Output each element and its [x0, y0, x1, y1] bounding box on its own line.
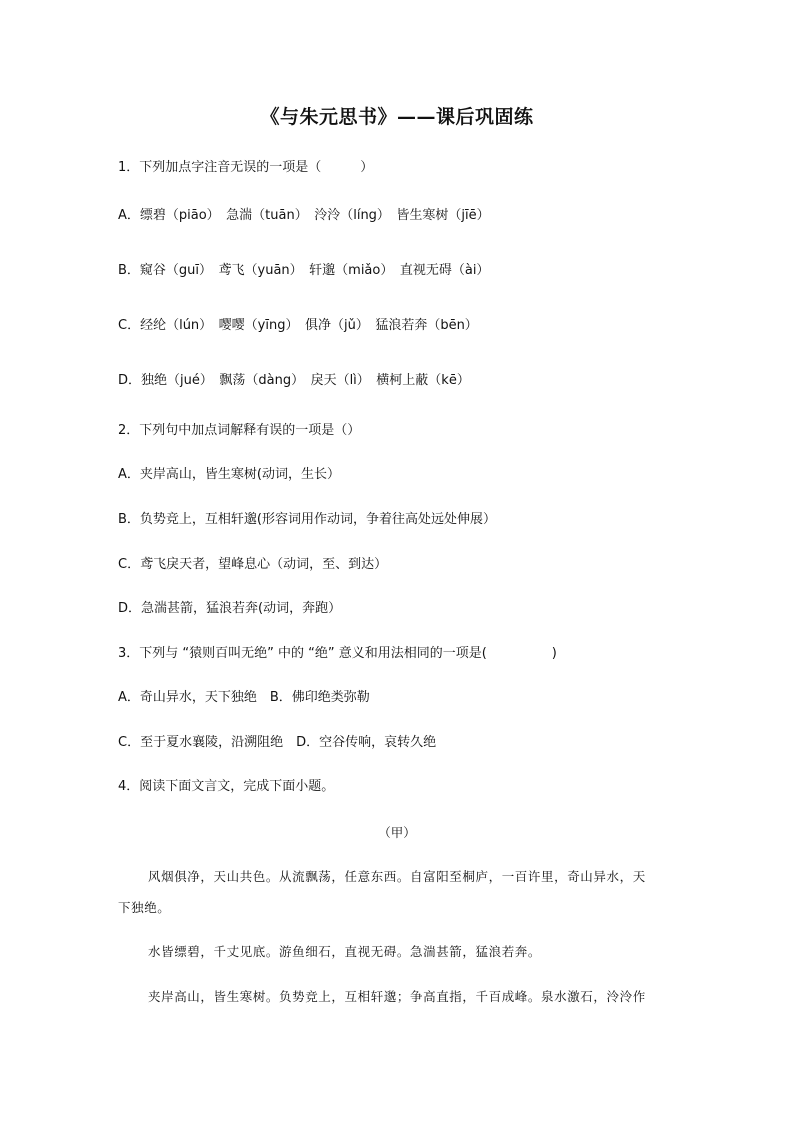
question-4-stem: 4．阅读下面文言文，完成下面小题。	[118, 779, 335, 794]
question-2-option-a: A．夹岸高山，皆生寒树(动词，生长）	[118, 467, 340, 482]
question-2-option-d: D．急湍甚箭，猛浪若奔(动词，奔跑）	[118, 601, 342, 616]
question-3-stem: 3．下列与 “猿则百叫无绝” 中的 “绝” 意义和用法相同的一项是( )	[118, 646, 557, 661]
passage-section-label: （甲）	[378, 825, 416, 840]
passage-line: 夹岸高山，皆生寒树。负势竞上，互相轩邈；争高直指，千百成峰。泉水激石，泠泠作	[148, 989, 646, 1004]
question-2-option-b: B．负势竞上，互相轩邈(形容词用作动词，争着往高处远处伸展）	[118, 512, 496, 527]
passage-line: 水皆缥碧，千丈见底。游鱼细石，直视无碍。急湍甚箭，猛浪若奔。	[148, 944, 542, 959]
passage-line: 下独绝。	[118, 900, 171, 915]
question-2-stem: 2．下列句中加点词解释有误的一项是（）	[118, 423, 361, 438]
question-3-options-cd: C．至于夏水襄陵，沿溯阻绝 D．空谷传响，哀转久绝	[118, 735, 437, 750]
question-1-option-d: D．独绝（jué） 飘荡（dàng） 戾天（lì） 横柯上蔽（kē）	[118, 373, 470, 388]
question-1-option-a: A．缥碧（piāo） 急湍（tuān） 泠泠（líng） 皆生寒树（jīē）	[118, 208, 490, 223]
question-2-option-c: C．鸢飞戾天者，望峰息心（动词，至、到达）	[118, 557, 388, 572]
question-3-options-ab: A．奇山异水，天下独绝 B．佛印绝类弥勒	[118, 690, 370, 705]
question-1-option-c: C．经纶（lún） 嘤嘤（yīng） 俱净（jǔ） 猛浪若奔（bēn）	[118, 318, 478, 333]
passage-line: 风烟俱净，天山共色。从流飘荡，任意东西。自富阳至桐庐，一百许里，奇山异水，天	[148, 869, 646, 884]
question-1-option-b: B．窥谷（guī） 鸢飞（yuān） 轩邈（miǎo） 直视无碍（ài）	[118, 263, 490, 278]
question-1-stem: 1．下列加点字注音无误的一项是（ ）	[118, 160, 374, 175]
document-title: 《与朱元思书》——课后巩固练	[260, 106, 534, 128]
